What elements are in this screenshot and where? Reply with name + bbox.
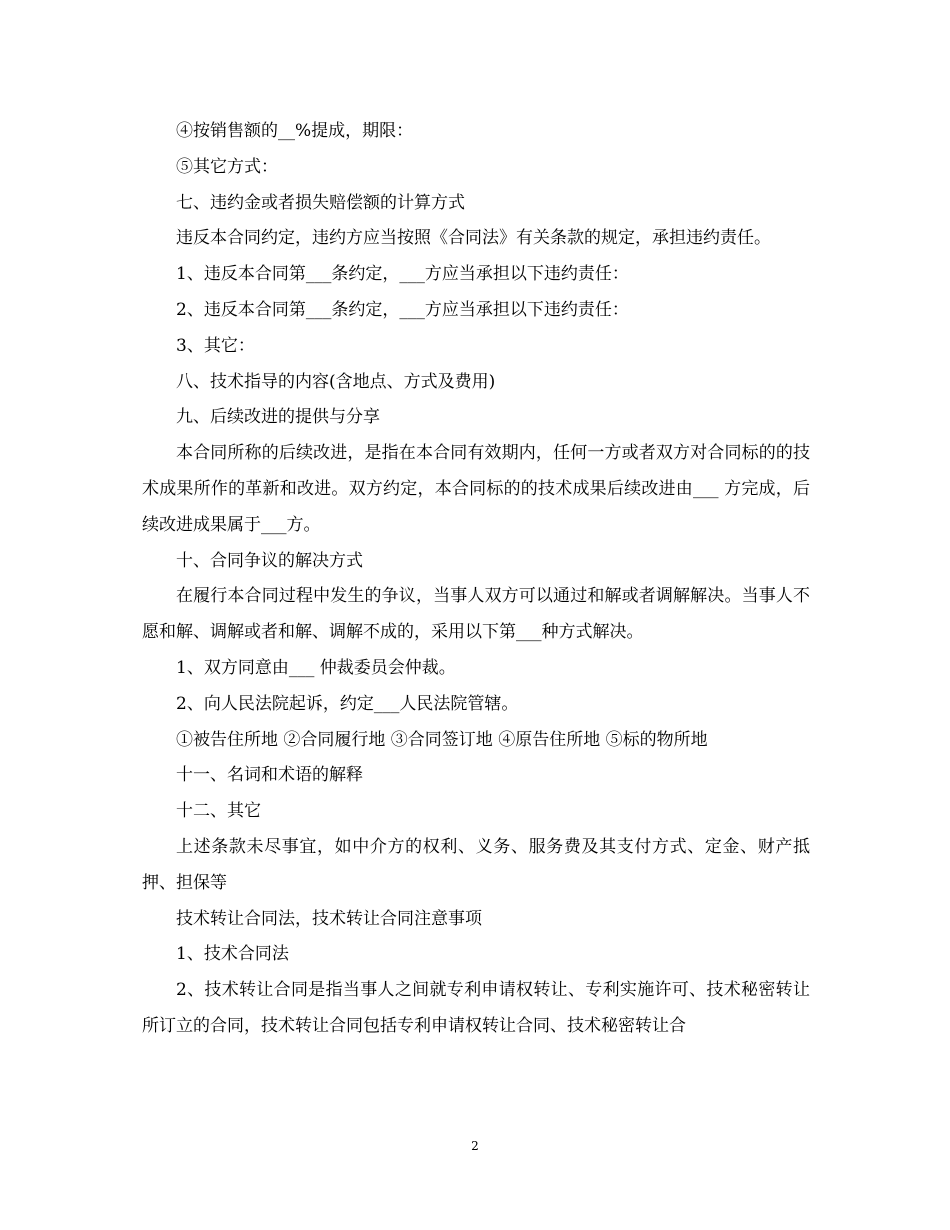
- section-heading-9: 九、后续改进的提供与分享: [176, 407, 380, 428]
- paragraph-arbitration: 1、双方同意由___ 仲裁委员会仲裁。: [176, 657, 456, 678]
- paragraph-transfer-definition: 2、技术转让合同是指当事人之间就专利申请权转让、专利实施许可、技术秘密转让所订立的合同，技术转让合同包括专利申请权转让合同、技术秘密转让合: [142, 980, 810, 1036]
- paragraph-supplementary: 上述条款未尽事宜，如中介方的权利、义务、服务费及其支付方式、定金、财产抵押、担保等: [142, 836, 810, 893]
- paragraph-jurisdiction-options: ①被告住所地 ②合同履行地 ③合同签订地 ④原告住所地 ⑤标的物所地: [176, 729, 708, 750]
- paragraph-improvements: 本合同所称的后续改进，是指在本合同有效期内，任何一方或者双方对合同标的的技术成果所作的革新和改进。双方约定，本合同标的的技术成果后续改进由___ 方完成，后续改进成果属于___方。: [142, 443, 810, 535]
- section-heading-7: 七、违约金或者损失赔偿额的计算方式: [176, 192, 465, 213]
- section-heading-10: 十、合同争议的解决方式: [176, 550, 363, 571]
- paragraph-commission: ④按销售额的__%提成，期限：: [176, 121, 414, 141]
- paragraph-dispute: 在履行本合同过程中发生的争议，当事人双方可以通过和解或者调解解决。当事人不愿和解、调解或者和解、调解不成的，采用以下第___种方式解决。: [142, 586, 810, 643]
- section-heading-12: 十二、其它: [176, 801, 261, 822]
- paragraph-liability: 违反本合同约定，违约方应当按照《合同法》有关条款的规定，承担违约责任。: [176, 228, 771, 249]
- page-number: 2: [471, 1139, 479, 1153]
- paragraph-contract-law: 1、技术合同法: [176, 944, 289, 965]
- paragraph-other-methods: ⑤其它方式：: [176, 156, 278, 177]
- document-body: [142, 114, 810, 1045]
- subtitle-transfer-contract: 技术转让合同法，技术转让合同注意事项: [176, 908, 482, 929]
- paragraph-breach-1: 1、违反本合同第___条约定，___方应当承担以下违约责任：: [176, 264, 629, 285]
- paragraph-court: 2、向人民法院起诉，约定___人民法院管辖。: [176, 693, 519, 714]
- paragraph-breach-other: 3、其它：: [176, 335, 255, 356]
- section-heading-11: 十一、名词和术语的解释: [176, 765, 363, 786]
- section-heading-8: 八、技术指导的内容(含地点、方式及费用): [176, 371, 496, 392]
- paragraph-breach-2: 2、违反本合同第___条约定，___方应当承担以下违约责任：: [176, 299, 629, 320]
